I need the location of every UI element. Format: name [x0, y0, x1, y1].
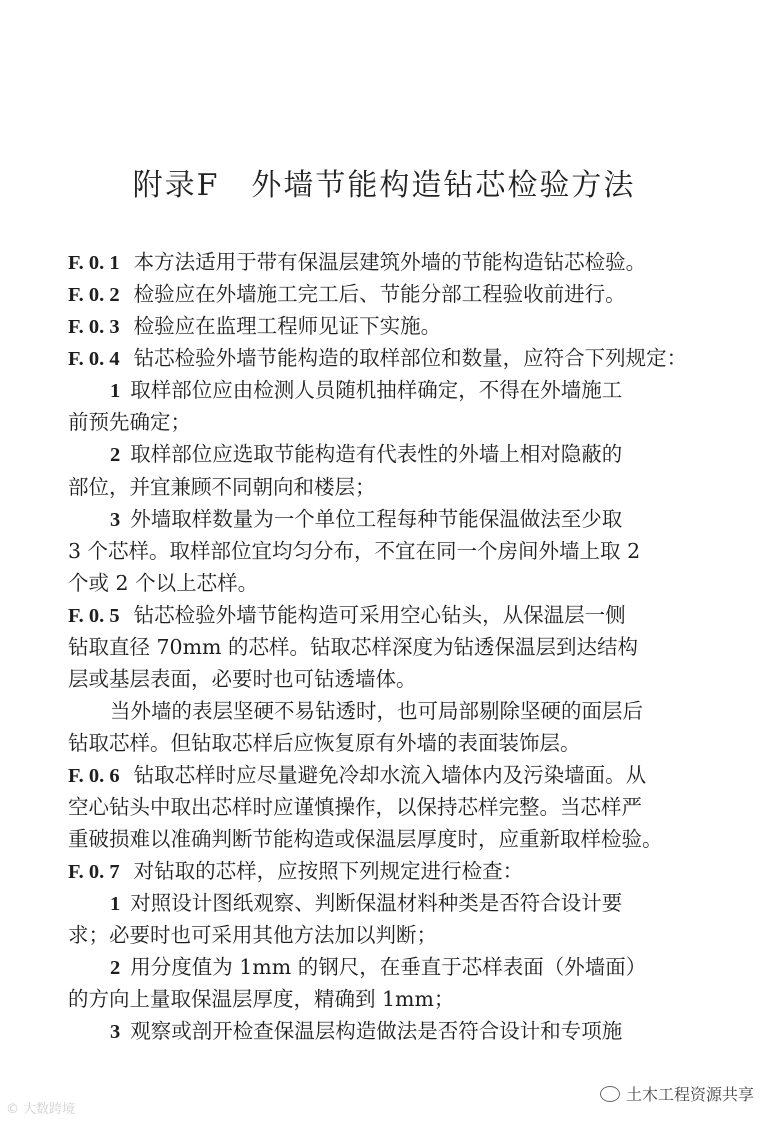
clause-text: 钻芯检验外墙节能构造的取样部位和数量，应符合下列规定： [133, 346, 688, 370]
text-line [110, 695, 643, 727]
text-line [68, 278, 626, 310]
clause-text: 空心钻头中取出芯样时应谨慎操作，以保持芯样完整。当芯样严 [68, 795, 642, 819]
clause-text: 取样部位应由检测人员随机抽样确定，不得在外墙施工 [130, 378, 623, 402]
clause-number: F. 0. 2 [68, 284, 120, 306]
text-line [68, 535, 640, 567]
clause-number: F. 0. 5 [68, 605, 120, 627]
clause-text: 检验应在监理工程师见证下实施。 [133, 314, 442, 338]
clause-number: 3 [110, 1021, 121, 1043]
text-line [68, 727, 581, 759]
clause-number: 1 [110, 893, 121, 915]
page-title: 附录F 外墙节能构造钻芯检验方法 [132, 168, 636, 203]
clause-text: 当外墙的表层坚硬不易钻透时，也可局部剔除坚硬的面层后 [110, 699, 643, 723]
clause-number: 3 [110, 509, 121, 531]
clause-text: 钻取芯样时应尽量避免冷却水流入墙体内及污染墙面。从 [133, 763, 647, 787]
text-line [68, 919, 437, 951]
clause-number: F. 0. 7 [68, 861, 120, 883]
clause-text: 重破损难以准确判断节能构造或保温层厚度时，应重新取样检验。 [68, 827, 663, 851]
clause-text: 求；必要时也可采用其他方法加以判断； [68, 923, 437, 947]
clause-text: 检验应在外墙施工完工后、节能分部工程验收前进行。 [133, 282, 626, 306]
text-line [110, 887, 622, 919]
text-line [110, 438, 622, 470]
clause-number: F. 0. 3 [68, 316, 120, 338]
text-line [110, 503, 622, 535]
text-line [68, 246, 646, 278]
clause-number: F. 0. 6 [68, 765, 120, 787]
text-line [68, 983, 454, 1015]
text-line [68, 406, 191, 438]
text-line [68, 823, 663, 855]
clause-text: 个或 2 个以上芯样。 [68, 571, 259, 595]
watermark-right-text: 土木工程资源共享 [625, 1085, 754, 1104]
clause-text: 钻取芯样。但钻取芯样后应恢复原有外墙的表面装饰层。 [68, 731, 581, 755]
text-line [110, 374, 622, 406]
clause-text: 外墙取样数量为一个单位工程每种节能保温做法至少取 [130, 507, 623, 531]
clause-number: F. 0. 4 [68, 348, 120, 370]
clause-text: 钻取直径 70mm 的芯样。钻取芯样深度为钻透保温层到达结构 [68, 635, 638, 659]
clause-number: 2 [110, 444, 121, 466]
clause-number: 2 [110, 957, 121, 979]
watermark-right [600, 1082, 754, 1105]
watermark-left: © 大数跨境 [6, 1102, 76, 1117]
clause-number: 1 [110, 380, 121, 402]
clause-text: 本方法适用于带有保温层建筑外墙的节能构造钻芯检验。 [133, 250, 647, 274]
text-line [68, 471, 376, 503]
text-line [68, 342, 687, 374]
clause-text: 部位，并宜兼顾不同朝向和楼层； [68, 475, 376, 499]
clause-text: 对钻取的芯样，应按照下列规定进行检查： [133, 859, 524, 883]
clause-text: 对照设计图纸观察、判断保温材料种类是否符合设计要 [130, 891, 623, 915]
text-line [68, 791, 642, 823]
text-line [68, 631, 638, 663]
text-line [68, 663, 417, 695]
clause-text: 层或基层表面，必要时也可钻透墙体。 [68, 667, 417, 691]
clause-text: 前预先确定； [68, 410, 191, 434]
clause-number: F. 0. 1 [68, 252, 120, 274]
text-line [68, 599, 626, 631]
text-line [110, 1015, 622, 1047]
clause-text: 取样部位应选取节能构造有代表性的外墙上相对隐蔽的 [130, 442, 623, 466]
text-line [68, 567, 258, 599]
clause-text: 3 个芯样。取样部位宜均匀分布，不宜在同一个房间外墙上取 2 [68, 539, 641, 563]
clause-text: 观察或剖开检查保温层构造做法是否符合设计和专项施 [130, 1019, 623, 1043]
wechat-icon [600, 1086, 620, 1102]
text-line [68, 855, 523, 887]
clause-text: 的方向上量取保温层厚度，精确到 1mm； [68, 987, 455, 1011]
text-line [68, 310, 441, 342]
clause-text: 用分度值为 1mm 的钢尺，在垂直于芯样表面（外墙面） [130, 955, 647, 979]
text-line [68, 759, 646, 791]
clause-text: 钻芯检验外墙节能构造可采用空心钻头，从保温层一侧 [133, 603, 626, 627]
text-line [110, 951, 646, 983]
